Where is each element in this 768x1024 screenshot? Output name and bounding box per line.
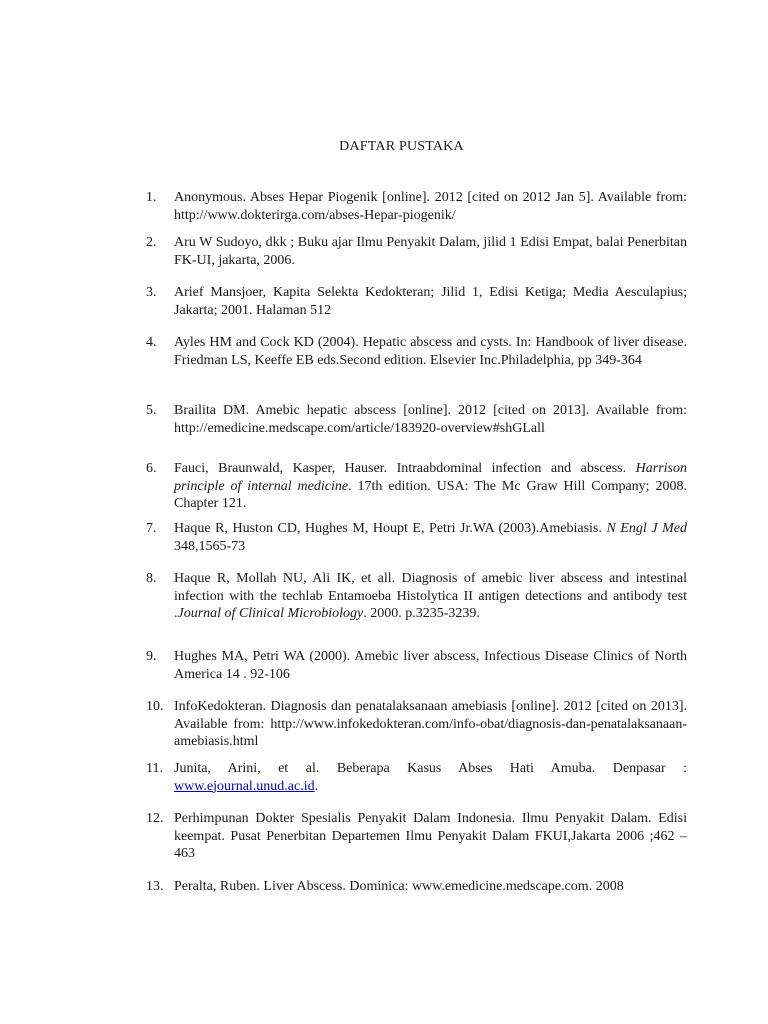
reference-text-part: Perhimpunan Dokter Spesialis Penyakit Dalam Indonesia. Ilmu Penyakit Dalam. Edisi keempat. Pusat Penerbitan Departemen Ilmu Penyakit Dalam FKUI,Jakarta 2006 ;462 – 463 xyxy=(174,811,687,861)
reference-text-part: Haque R, Huston CD, Hughes M, Houpt E, Petri Jr.WA (2003).Amebiasis. xyxy=(174,521,607,536)
reference-item xyxy=(146,402,687,437)
reference-item xyxy=(146,520,687,555)
reference-text xyxy=(174,334,687,369)
reference-text-part: Arief Mansjoer, Kapita Selekta Kedokteran; Jilid 1, Edisi Ketiga; Media Aesculapius; Jakarta; 2001. Halaman 512 xyxy=(174,285,687,318)
reference-text xyxy=(174,648,687,683)
reference-item xyxy=(146,460,687,513)
reference-item xyxy=(146,698,687,751)
reference-text-part: Junita, Arini, et al. Beberapa Kasus Abses Hati Amuba. Denpasar : xyxy=(174,761,687,776)
reference-italic-title: Harrison principle of internal medicine xyxy=(174,461,687,494)
reference-text-part: Fauci, Braunwald, Kasper, Hauser. Intraabdominal infection and abscess. xyxy=(174,461,636,476)
reference-number: 11. xyxy=(146,761,163,776)
reference-text xyxy=(174,698,687,751)
reference-text-part: Brailita DM. Amebic hepatic abscess [online]. 2012 [cited on 2013]. Available from: http://emedicine.medscape.com/article/183920-overview#shGLall xyxy=(174,403,687,436)
reference-italic-title: Journal of Clinical Microbiology xyxy=(177,606,364,621)
reference-number: 3. xyxy=(146,285,157,300)
reference-item xyxy=(146,570,687,623)
reference-item xyxy=(146,878,687,896)
reference-number: 2. xyxy=(146,235,157,250)
reference-item xyxy=(146,189,687,224)
reference-number: 7. xyxy=(146,521,157,536)
reference-item xyxy=(146,284,687,319)
reference-text xyxy=(174,402,687,437)
reference-item xyxy=(146,334,687,369)
reference-number: 8. xyxy=(146,571,157,586)
reference-number: 6. xyxy=(146,461,157,476)
reference-text-part: . xyxy=(314,778,319,794)
reference-number: 10. xyxy=(146,699,164,714)
reference-text xyxy=(174,460,687,513)
reference-text-part: Haque R, Mollah NU, Ali IK, et all. Diagnosis of amebic liver abscess and intestinal infection with the techlab Entamoeba Histolytica II antigen detections and antibody test . xyxy=(174,571,687,621)
reference-text-part: Peralta, Ruben. Liver Abscess. Dominica: www.emedicine.medscape.com. 2008 xyxy=(174,879,624,894)
reference-text-part: . 17th edition. USA: The Mc Graw Hill Company; 2008. Chapter 121. xyxy=(174,478,688,511)
reference-text xyxy=(174,189,687,224)
reference-text xyxy=(174,760,687,795)
reference-text-part: Hughes MA, Petri WA (2000). Amebic liver abscess, Infectious Disease Clinics of North America 14 . 92-106 xyxy=(174,649,687,682)
reference-number: 13. xyxy=(146,879,164,894)
reference-text-part: 348,1565-73 xyxy=(174,538,246,554)
reference-item xyxy=(146,234,687,269)
reference-text xyxy=(174,810,687,863)
reference-item xyxy=(146,648,687,683)
reference-number: 1. xyxy=(146,190,157,205)
reference-text xyxy=(174,284,687,319)
reference-text xyxy=(174,570,687,623)
reference-text-part: InfoKedokteran. Diagnosis dan penatalaksanaan amebiasis [online]. 2012 [cited on 2013]. Available from: http://www.infokedokteran.com/info-obat/diagnosis-dan-penatalaksanaan-amebiasis.html xyxy=(174,699,687,749)
reference-link[interactable]: www.ejournal.unud.ac.id xyxy=(174,778,315,794)
reference-number: 9. xyxy=(146,649,157,664)
reference-item xyxy=(146,760,687,795)
reference-text-part: . 2000. p.3235-3239. xyxy=(363,606,480,621)
reference-text-part: Aru W Sudoyo, dkk ; Buku ajar Ilmu Penyakit Dalam, jilid 1 Edisi Empat, balai Penerbitan FK-UI, jakarta, 2006. xyxy=(174,235,687,268)
reference-text xyxy=(174,878,687,896)
page-title: DAFTAR PUSTAKA xyxy=(339,139,464,154)
reference-text-part: Ayles HM and Cock KD (2004). Hepatic abscess and cysts. In: Handbook of liver disease. Friedman LS, Keeffe EB eds.Second edition. Elsevier Inc.Philadelphia, pp 349-364 xyxy=(174,335,687,368)
reference-text xyxy=(174,234,687,269)
reference-italic-title: N Engl J Med xyxy=(606,521,687,536)
reference-number: 12. xyxy=(146,811,164,826)
reference-text-part: Anonymous. Abses Hepar Piogenik [online]. 2012 [cited on 2012 Jan 5]. Available from: http://www.dokterirga.com/abses-Hepar-piogenik/ xyxy=(174,190,687,223)
reference-text xyxy=(174,520,687,555)
reference-number: 5. xyxy=(146,403,157,418)
reference-number: 4. xyxy=(146,335,157,350)
reference-item xyxy=(146,810,687,863)
